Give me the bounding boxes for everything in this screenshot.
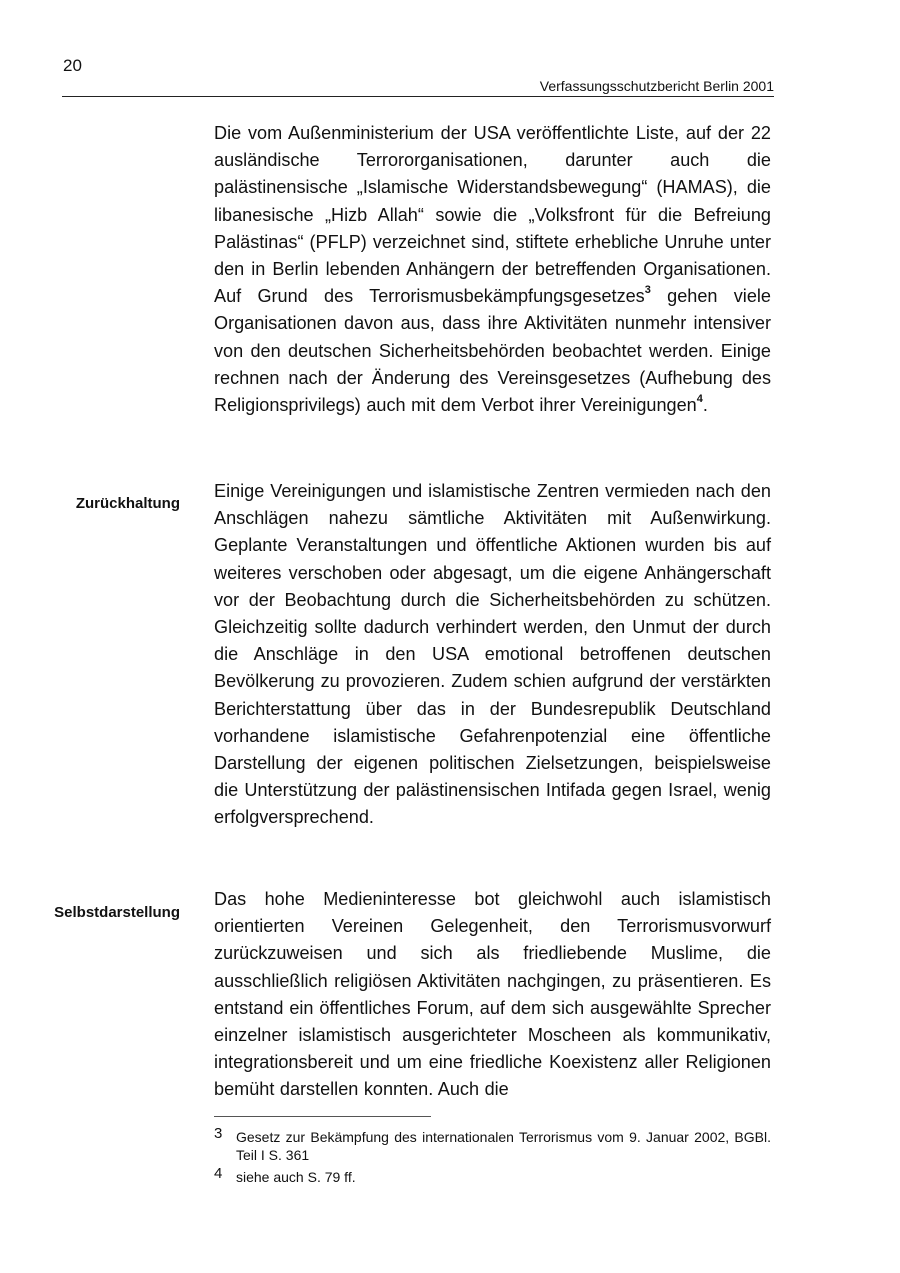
footnote-separator: [214, 1116, 431, 1117]
footnote-3-text: Gesetz zur Bekämpfung des internationalen Terrorismus vom 9. Januar 2002, BGBl. Teil I S. 361: [236, 1129, 771, 1163]
footnote-3: [214, 1125, 771, 1164]
body-paragraph-3: Das hohe Medieninteresse bot gleichwohl auch islamistisch orientierten Vereinen Gelegenheit, den Terrorismusvorwurf zurückzuweisen und sich als friedliebende Muslime, die ausschließlich religiösen Aktivitäten nachgingen, zu präsentieren. Es entstand ein öffentliches Forum, auf dem sich ausgewählte Sprecher einzelner islamistisch ausgerichteter Moscheen als kommunikativ, integrationsbereit und um eine friedliche Koexistenz aller Religionen bemüht darstellen konnten. Auch die: [214, 889, 771, 1100]
page-number: 20: [63, 56, 82, 75]
footnote-ref-3: 3: [644, 284, 651, 297]
footnote-4-text: siehe auch S. 79 ff.: [236, 1169, 356, 1185]
footnote-ref-4: 4: [696, 393, 703, 406]
running-header: Verfassungsschutzbericht Berlin 2001: [62, 77, 774, 97]
paragraph-1-text-c: .: [702, 395, 708, 416]
body-paragraph-1: [214, 120, 771, 419]
margin-label-selbstdarstellung: Selbstdarstellung: [54, 904, 180, 921]
footnote-4-number: 4: [214, 1165, 223, 1182]
margin-label-zurueckhaltung: Zurückhaltung: [75, 495, 180, 512]
body-paragraph-2: Einige Vereinigungen und islamistische Zentren vermieden nach den Anschlägen nahezu sämtliche Aktivitäten mit Außenwirkung. Geplante Veranstaltungen und öffentliche Aktionen wurden bis auf weiteres verschoben oder abgesagt, um die eigene Anhängerschaft vor der Beobachtung durch die Sicherheitsbehörden zu schützen. Gleichzeitig sollte dadurch verhindert werden, den Unmut der durch die Anschläge in den USA emotional betroffenen deutschen Bevölkerung zu provozieren. Zudem schien aufgrund der verstärkten Berichterstattung über das in der Bundesrepublik Deutschland vorhandene islamistische Gefahrenpotenzial eine öffentliche Darstellung der eigenen politischen Zielsetzungen, beispielsweise die Unterstützung der palästinensischen Intifada gegen Israel, wenig erfolgversprechend.: [214, 481, 771, 828]
footnote-4: [214, 1165, 771, 1186]
paragraph-1-text-b: gehen viele Organisationen davon aus, dass ihre Aktivitäten nunmehr intensiver von den deutschen Sicherheitsbehörden beobachtet werden. Einige rechnen nach der Änderung des Vereinsgesetzes (Aufhebung des Religionsprivilegs) auch mit dem Verbot ihrer Vereinigungen: [214, 286, 771, 416]
footnote-3-number: 3: [214, 1125, 223, 1142]
paragraph-1-text-a: Die vom Außenministerium der USA veröffentlichte Liste, auf der 22 ausländische Terrororganisationen, darunter auch die palästinensische „Islamische Widerstandsbewegung“ (HAMAS), die libanesische „Hizb Allah“ sowie die „Volksfront für die Befreiung Palästinas“ (PFLP) verzeichnet sind, stiftete erhebliche Unruhe unter den in Berlin lebenden Anhängern der betreffenden Organisationen. Auf Grund des Terrorismusbekämpfungsgesetzes: [214, 123, 771, 307]
